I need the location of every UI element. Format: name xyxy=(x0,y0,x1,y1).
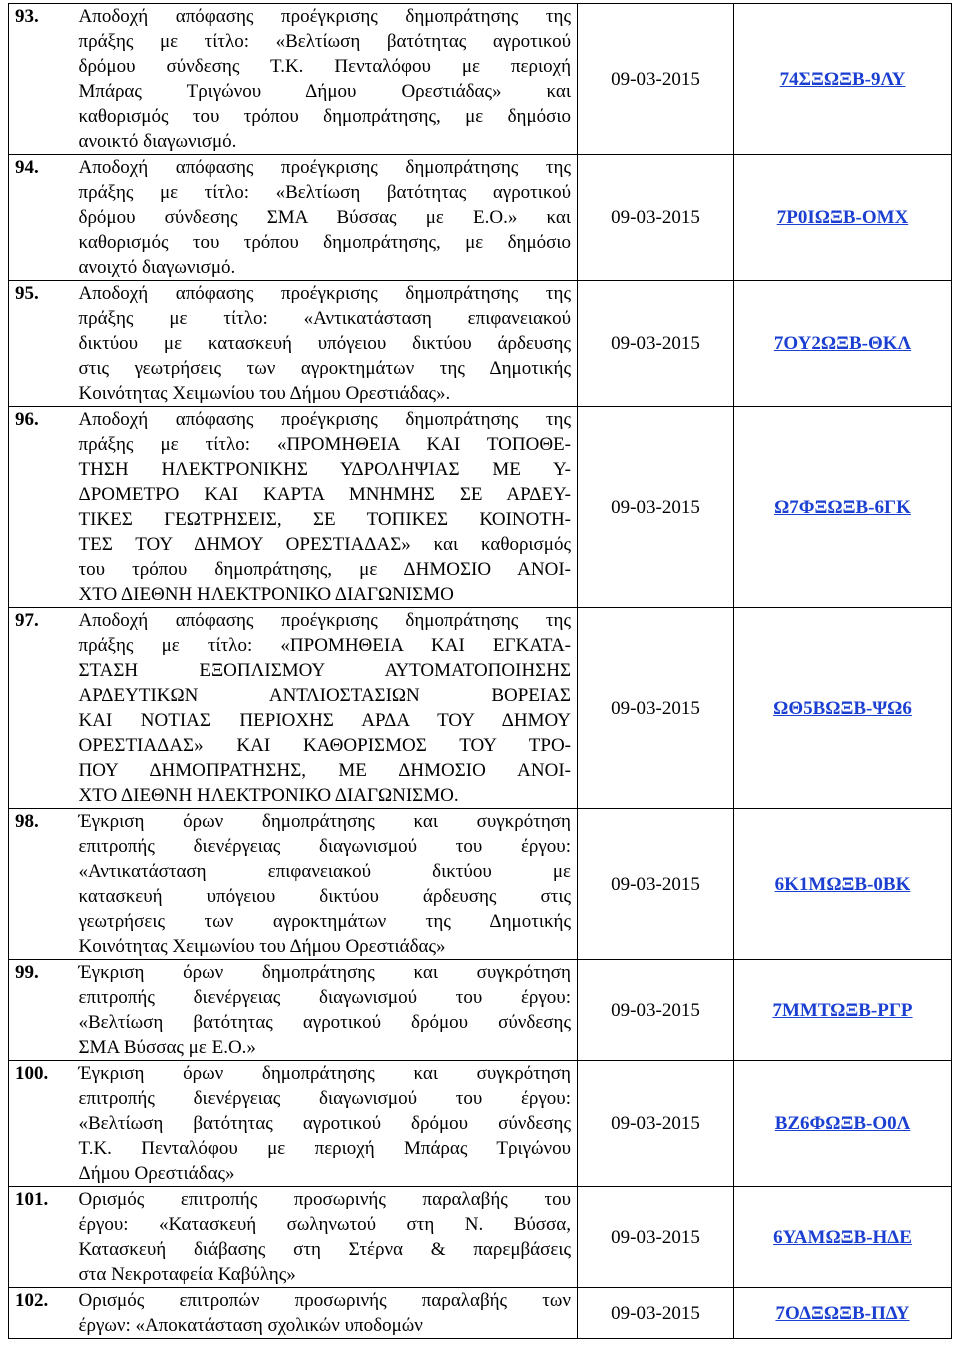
item-number: 93. xyxy=(9,4,73,155)
description-line: του τρόπου δημοπράτησης, με ΔΗΜΟΣΙΟ ΑΝΟΙ- xyxy=(78,559,571,580)
table-row xyxy=(9,1061,952,1187)
description-line: ΔΡΟΜΕΤΡΟ ΚΑΙ ΚΑΡΤΑ ΜΝΗΜΗΣ ΣΕ ΑΡΔΕΥ- xyxy=(78,484,571,505)
description-line: πράξης με τίτλο: «ΠΡΟΜΗΘΕΙΑ ΚΑΙ ΤΟΠΟΘΕ- xyxy=(78,434,571,455)
decision-description xyxy=(73,1288,578,1339)
ada-link[interactable]: 7ΜΜΤΩΞΒ-ΡΓΡ xyxy=(772,999,913,1021)
description-line: ΚΑΙ ΝΟΤΙΑΣ ΠΕΡΙΟΧΗΣ ΑΡΔΑ ΤΟΥ ΔΗΜΟΥ xyxy=(78,710,571,731)
description-line: Κοινότητας Χειμωνίου του Δήμου Ορεστιάδας» xyxy=(78,936,446,957)
item-number: 100. xyxy=(9,1061,73,1187)
description-line: στις γεωτρήσεις των αγροκτημάτων της Δημοτικής xyxy=(78,358,571,379)
description-line: επιτροπής διενέργειας διαγωνισμού του έργου: xyxy=(78,836,571,857)
decision-description xyxy=(73,281,578,407)
description-line: ΤΙΚΕΣ ΓΕΩΤΡΗΣΕΙΣ, ΣΕ ΤΟΠΙΚΕΣ ΚΟΙΝΟΤΗ- xyxy=(78,509,571,530)
description-line: Αποδοχή απόφασης προέγκρισης δημοπράτησης της xyxy=(78,6,571,27)
description-line: καθορισμός του τρόπου δημοπράτησης, με δημόσιο xyxy=(78,106,571,127)
description-line: γεωτρήσεις των αγροκτημάτων της Δημοτικής xyxy=(78,911,571,932)
description-line: Μπάρας Τριγώνου Δήμου Ορεστιάδας» και xyxy=(78,81,571,102)
decision-date: 09-03-2015 xyxy=(578,1187,734,1288)
ada-cell xyxy=(734,4,952,155)
ada-cell xyxy=(734,407,952,608)
decision-date: 09-03-2015 xyxy=(578,281,734,407)
description-line: ανοιχτό διαγωνισμό. xyxy=(78,257,236,278)
description-line: Αποδοχή απόφασης προέγκρισης δημοπράτησης της xyxy=(78,157,571,178)
decision-date: 09-03-2015 xyxy=(578,407,734,608)
description-line: καθορισμός του τρόπου δημοπράτησης, με δημόσιο xyxy=(78,232,571,253)
description-line: Έγκριση όρων δημοπράτησης και συγκρότηση xyxy=(78,811,571,832)
description-line: πράξης με τίτλο: «Βελτίωση βατότητας αγροτικού xyxy=(78,31,571,52)
description-line: ΠΟΥ ΔΗΜΟΠΡΑΤΗΣΗΣ, ΜΕ ΔΗΜΟΣΙΟ ΑΝΟΙ- xyxy=(78,760,571,781)
description-line: ΤΗΣΗ ΗΛΕΚΤΡΟΝΙΚΗΣ ΥΔΡΟΛΗΨΙΑΣ ΜΕ Υ- xyxy=(78,459,571,480)
description-line: ΧΤΟ ΔΙΕΘΝΗ ΗΛΕΚΤΡΟΝΙΚΟ ΔΙΑΓΩΝΙΣΜΟ xyxy=(78,584,454,605)
decision-description xyxy=(73,1187,578,1288)
description-line: Τ.Κ. Πενταλόφου με περιοχή Μπάρας Τριγώνου xyxy=(78,1138,571,1159)
decision-date: 09-03-2015 xyxy=(578,608,734,809)
ada-link[interactable]: 7Ρ0ΙΩΞΒ-ΟΜΧ xyxy=(776,207,909,228)
description-line: «Αντικατάσταση επιφανειακού δικτύου με xyxy=(78,861,571,882)
decision-date: 09-03-2015 xyxy=(578,960,734,1061)
ada-link[interactable]: ΩΘ5ΒΩΞΒ-ΨΩ6 xyxy=(773,697,912,719)
description-line: «Βελτίωση βατότητας αγροτικού δρόμου σύνδεσης xyxy=(78,1113,571,1134)
description-line: Κατασκευή διάβασης στη Στέρνα & παρεμβάσεις xyxy=(78,1239,571,1260)
decision-date: 09-03-2015 xyxy=(578,1288,734,1339)
description-line: κατασκευή υπόγειου δικτύου άρδευσης στις xyxy=(78,886,571,907)
description-line: «Βελτίωση βατότητας αγροτικού δρόμου σύνδεσης xyxy=(78,1012,571,1033)
ada-cell xyxy=(734,960,952,1061)
description-line: Έγκριση όρων δημοπράτησης και συγκρότηση xyxy=(78,962,571,983)
item-number: 98. xyxy=(9,809,73,960)
decision-description xyxy=(73,608,578,809)
item-number: 96. xyxy=(9,407,73,608)
item-number: 94. xyxy=(9,155,73,281)
decision-date: 09-03-2015 xyxy=(578,809,734,960)
description-line: ΣΜΑ Βύσσας με Ε.Ο.» xyxy=(78,1037,256,1058)
decision-description xyxy=(73,155,578,281)
item-number: 95. xyxy=(9,281,73,407)
description-line: έργων: «Αποκατάσταση σχολικών υποδομών xyxy=(78,1315,423,1336)
decision-description xyxy=(73,407,578,608)
decision-date: 09-03-2015 xyxy=(578,4,734,155)
ada-cell xyxy=(734,1288,952,1339)
ada-link[interactable]: 7ΟΔΞΩΞΒ-ΠΔΥ xyxy=(775,1302,910,1324)
description-line: δρόμου σύνδεσης Τ.Κ. Πενταλόφου με περιοχή xyxy=(78,56,571,77)
ada-cell xyxy=(734,155,952,281)
item-number: 99. xyxy=(9,960,73,1061)
decision-date: 09-03-2015 xyxy=(578,155,734,281)
table-row xyxy=(9,281,952,407)
description-line: ΑΡΔΕΥΤΙΚΩΝ ΑΝΤΛΙΟΣΤΑΣΙΩΝ ΒΟΡΕΙΑΣ xyxy=(78,685,571,706)
description-line: πράξης με τίτλο: «Βελτίωση βατότητας αγροτικού xyxy=(78,182,571,203)
ada-link[interactable]: 74ΣΞΩΞΒ-9ΛΥ xyxy=(779,68,906,90)
table-row xyxy=(9,1187,952,1288)
decision-description xyxy=(73,4,578,155)
description-line: δικτύου με κατασκευή υπόγειου δικτύου άρδευσης xyxy=(78,333,571,354)
decision-description xyxy=(73,1061,578,1187)
description-line: Ορισμός επιτροπών προσωρινής παραλαβής των xyxy=(78,1290,571,1311)
item-number: 101. xyxy=(9,1187,73,1288)
ada-link[interactable]: 6ΥΑΜΩΞΒ-ΗΔΕ xyxy=(773,1226,912,1248)
description-line: πράξης με τίτλο: «Αντικατάσταση επιφανειακού xyxy=(78,308,571,329)
table-row xyxy=(9,809,952,960)
table-row xyxy=(9,4,952,155)
ada-link[interactable]: 7ΟΥ2ΩΞΒ-ΘΚΛ xyxy=(773,333,912,354)
decisions-table-body xyxy=(9,4,952,1339)
decision-date: 09-03-2015 xyxy=(578,1061,734,1187)
description-line: πράξης με τίτλο: «ΠΡΟΜΗΘΕΙΑ ΚΑΙ ΕΓΚΑΤΑ- xyxy=(78,635,571,656)
description-line: Αποδοχή απόφασης προέγκρισης δημοπράτησης της xyxy=(78,409,571,430)
ada-cell xyxy=(734,1187,952,1288)
ada-link[interactable]: 6Κ1ΜΩΞΒ-0ΒΚ xyxy=(774,873,911,895)
item-number: 102. xyxy=(9,1288,73,1339)
description-line: Κοινότητας Χειμωνίου του Δήμου Ορεστιάδας». xyxy=(78,383,451,404)
table-row xyxy=(9,960,952,1061)
ada-cell xyxy=(734,1061,952,1187)
decision-description xyxy=(73,960,578,1061)
description-line: ΧΤΟ ΔΙΕΘΝΗ ΗΛΕΚΤΡΟΝΙΚΟ ΔΙΑΓΩΝΙΣΜΟ. xyxy=(78,785,459,806)
table-row xyxy=(9,155,952,281)
table-row xyxy=(9,608,952,809)
description-line: Ορισμός επιτροπής προσωρινής παραλαβής του xyxy=(78,1189,571,1210)
decision-description xyxy=(73,809,578,960)
description-line: ανοικτό διαγωνισμό. xyxy=(78,131,237,152)
ada-cell xyxy=(734,809,952,960)
description-line: Έγκριση όρων δημοπράτησης και συγκρότηση xyxy=(78,1063,571,1084)
description-line: ΣΤΑΣΗ ΕΞΟΠΛΙΣΜΟΥ ΑΥΤΟΜΑΤΟΠΟΙΗΣΗΣ xyxy=(78,660,571,681)
decisions-table xyxy=(8,3,952,1339)
description-line: ΟΡΕΣΤΙΑΔΑΣ» ΚΑΙ ΚΑΘΟΡΙΣΜΟΣ ΤΟΥ ΤΡΟ- xyxy=(78,735,571,756)
description-line: στα Νεκροταφεία Καβύλης» xyxy=(78,1264,296,1285)
description-line: Αποδοχή απόφασης προέγκρισης δημοπράτησης της xyxy=(78,610,571,631)
ada-link[interactable]: Ω7ΦΞΩΞΒ-6ΓΚ xyxy=(774,496,911,518)
description-line: έργου: «Κατασκευή σωληνωτού στη Ν. Βύσσα, xyxy=(78,1214,571,1235)
description-line: ΤΕΣ ΤΟΥ ΔΗΜΟΥ ΟΡΕΣΤΙΑΔΑΣ» και καθορισμός xyxy=(78,534,571,555)
ada-link[interactable]: ΒΖ6ΦΩΞΒ-Ο0Λ xyxy=(774,1113,911,1134)
description-line: Αποδοχή απόφασης προέγκρισης δημοπράτησης της xyxy=(78,283,571,304)
table-row xyxy=(9,1288,952,1339)
ada-cell xyxy=(734,608,952,809)
description-line: επιτροπής διενέργειας διαγωνισμού του έργου: xyxy=(78,987,571,1008)
table-row xyxy=(9,407,952,608)
description-line: Δήμου Ορεστιάδας» xyxy=(78,1163,235,1184)
item-number: 97. xyxy=(9,608,73,809)
ada-cell xyxy=(734,281,952,407)
description-line: δρόμου σύνδεσης ΣΜΑ Βύσσας με Ε.Ο.» και xyxy=(78,207,571,228)
description-line: επιτροπής διενέργειας διαγωνισμού του έργου: xyxy=(78,1088,571,1109)
